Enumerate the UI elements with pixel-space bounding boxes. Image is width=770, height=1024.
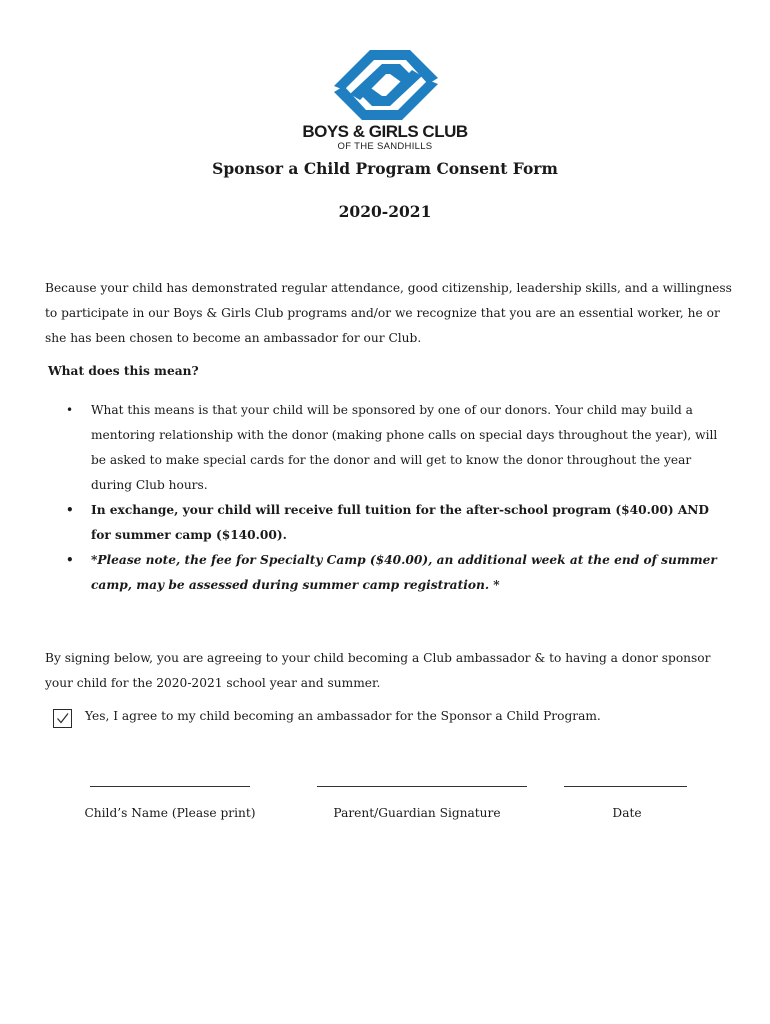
date-label: Date: [612, 806, 642, 820]
parent-signature-field[interactable]: [317, 786, 527, 787]
agreement-paragraph: By signing below, you are agreeing to your child becoming a Club ambassador & to having a donor sponsor your child for the 2020-2021 school year and summer.: [45, 651, 711, 690]
form-title: Sponsor a Child Program Consent Form: [212, 159, 558, 178]
bullet-icon: •: [66, 503, 74, 517]
date-field[interactable]: [564, 786, 687, 787]
list-item: [0, 498, 731, 548]
club-logo-icon: [330, 46, 442, 124]
child-name-field[interactable]: [90, 786, 250, 787]
checkmark-icon: [55, 711, 70, 726]
intro-paragraph: Because your child has demonstrated regular attendance, good citizenship, leadership skills, and a willingness to participate in our Boys & Girls Club programs and/or we recognize that you are an essential worker, he or she has been chosen to become an ambassador for our Club.: [45, 281, 732, 345]
form-year: 2020-2021: [338, 202, 432, 221]
logo-name: BOYS & GIRLS CLUB: [302, 122, 468, 141]
consent-checkbox-label: Yes, I agree to my child becoming an ambassador for the Sponsor a Child Program.: [85, 709, 601, 723]
consent-checkbox[interactable]: [53, 709, 72, 728]
parent-signature-label: Parent/Guardian Signature: [333, 806, 501, 820]
section-heading: What does this mean?: [48, 364, 199, 378]
club-logo: [290, 46, 480, 154]
child-name-label: Child’s Name (Please print): [84, 806, 256, 820]
list-item: [0, 548, 731, 598]
bullet-icon: •: [66, 403, 74, 417]
list-item-text: In exchange, your child will receive full tuition for the after-school program ($40.00) AND for summer camp ($140.00).: [91, 503, 710, 542]
list-item: [0, 398, 731, 498]
list-item-text: What this means is that your child will be sponsored by one of our donors. Your child may build a mentoring relationship with the donor (making phone calls on special days throughout the year), will be asked to make special cards for the donor and will get to know the donor throughout the year during Club hours.: [91, 403, 718, 492]
list-item-text: *Please note, the fee for Specialty Camp ($40.00), an additional week at the end of summer camp, may be assessed during summer camp registration. *: [91, 553, 717, 592]
bullet-list: [0, 398, 740, 598]
logo-subtitle: OF THE SANDHILLS: [337, 141, 433, 152]
bullet-icon: •: [66, 553, 74, 567]
